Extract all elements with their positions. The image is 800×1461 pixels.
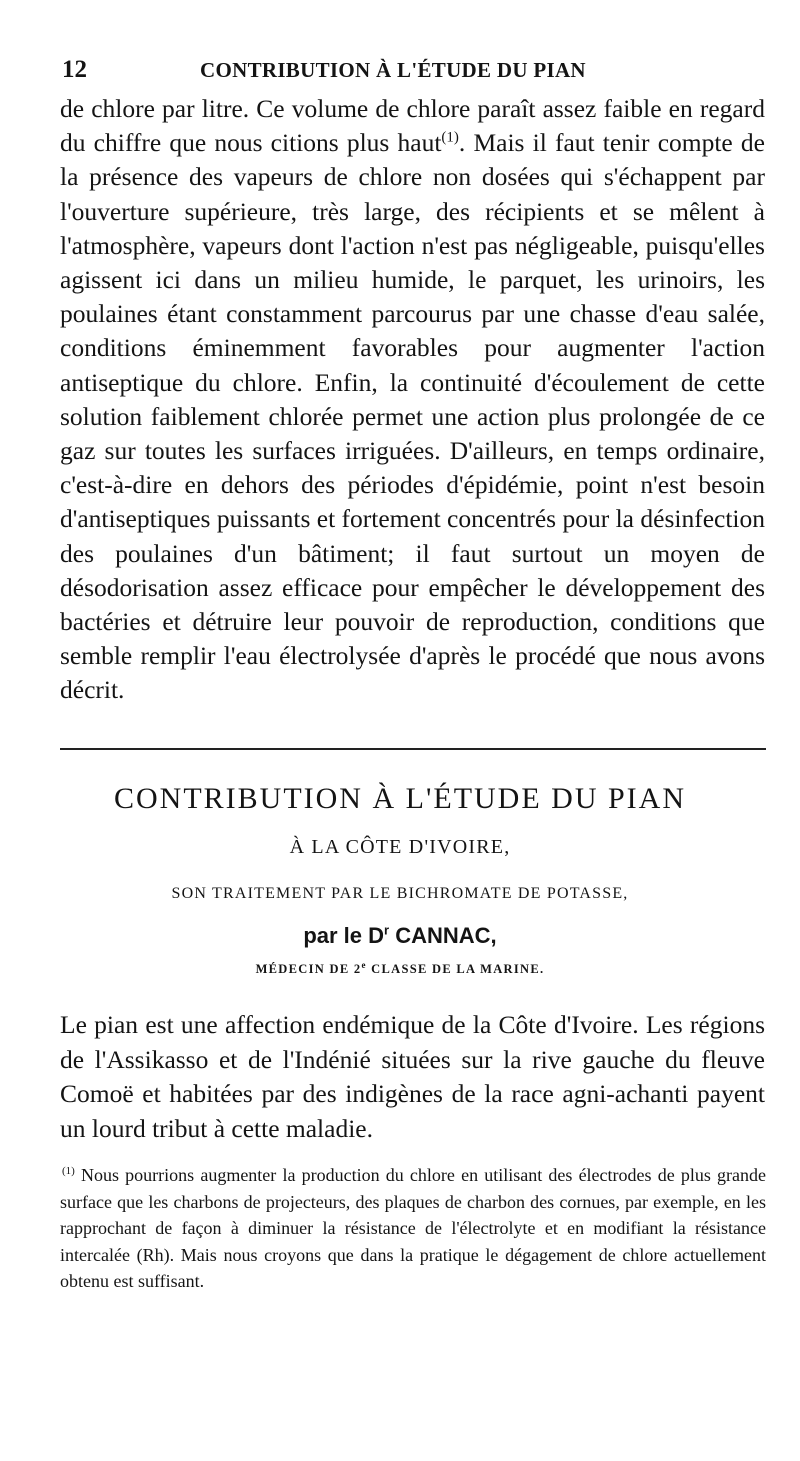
- author-name: CANNAC,: [389, 923, 497, 948]
- footnote-mark: (1): [62, 1165, 75, 1177]
- author-role-sup: e: [361, 959, 367, 970]
- author-title-sup: r: [384, 922, 390, 938]
- running-title: CONTRIBUTION À L'ÉTUDE DU PIAN: [200, 58, 586, 82]
- page-number: 12: [62, 56, 87, 83]
- section-divider: [60, 748, 766, 750]
- author-role-suffix: CLASSE DE LA MARINE.: [366, 962, 545, 976]
- author-prefix: par le D: [303, 923, 385, 948]
- author-line: [40, 923, 760, 949]
- footnote: [60, 1162, 766, 1295]
- running-head: [62, 56, 762, 86]
- article-subtitle-treatment: SON TRAITEMENT PAR LE BICHROMATE DE POTASSE,: [171, 885, 629, 902]
- article-subtitle: À LA CÔTE D'IVOIRE,: [289, 836, 511, 858]
- article-title: CONTRIBUTION À L'ÉTUDE DU PIAN: [113, 782, 687, 815]
- author-role-prefix: MÉDECIN DE 2: [255, 962, 362, 976]
- continuation-text-start: de chlore par litre. Ce volume de chlore paraît assez faible en regard du chiffre que nous citions plus haut: [60, 94, 765, 158]
- footnote-text: Nous pourrions augmenter la production du chlore en utilisant des électrodes de plus grande surface que les charbons de projecteurs, des plaques de charbon des cornues, par exemple, en les rapprochant de façon à diminuer la résistance de l'électrolyte et en modifiant la résistance intercalée (Rh). Mais nous croyons que dans la pratique le dégagement de chlore actuellement obtenu est suffisant.: [60, 1165, 766, 1291]
- author-role: [40, 959, 760, 977]
- footnote-reference[interactable]: (1): [441, 129, 459, 146]
- article-intro-paragraph: Le pian est une affection endémique de la Côte d'Ivoire. Les régions de l'Assikasso et de l'Indénié situées sur la rive gauche du fleuve Comoë et habitées par des indigènes de la race agni-achanti payent un lourd tribut à cette maladie.: [60, 1010, 765, 1143]
- continuation-text-end: . Mais il faut tenir compte de la présence des vapeurs de chlore non dosées qui s'échappent par l'ouverture supérieure, très large, des récipients et se mêlent à l'atmosphère, vapeurs dont l'action n'est pas négligeable, puisqu'elles agissent ici dans un milieu humide, le parquet, les urinoirs, les poulaines étant constamment parcourus par une chasse d'eau salée, conditions éminemment favorables pour augmenter l'action antiseptique du chlore. Enfin, la continuité d'écoulement de cette solution faiblement chlorée permet une action plus prolongée de ce gaz sur toutes les surfaces irriguées. D'ailleurs, en temps ordinaire, c'est-à-dire en dehors des périodes d'épidémie, point n'est besoin d'antiseptiques puissants et fortement concentrés pour la désinfection des poulaines d'un bâtiment; il faut surtout un moyen de désodorisation assez efficace pour empêcher le développement des bactéries et détruire leur pouvoir de reproduction, conditions que semble remplir l'eau électrolysée d'après le procédé que nous avons décrit.: [60, 128, 765, 705]
- continuation-paragraph: [60, 92, 765, 708]
